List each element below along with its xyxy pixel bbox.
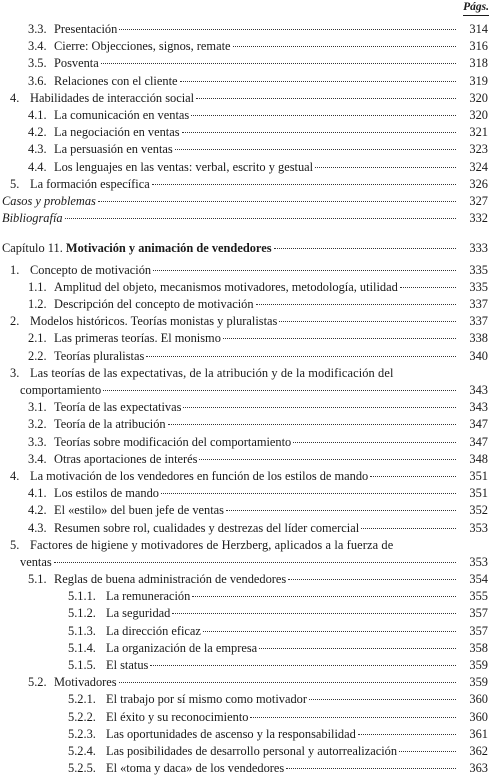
toc-entry-line: [2, 241, 458, 255]
toc-entry-line: [28, 503, 458, 517]
entry-number: 5.1.: [28, 572, 47, 586]
toc-entry-line: [28, 349, 458, 363]
toc-entry-line: [28, 56, 458, 70]
toc-entry-line: [28, 142, 458, 156]
entry-title: Habilidades de interacción social: [30, 91, 195, 105]
entry-page-number: 348: [469, 452, 488, 466]
entry-page-number: 354: [469, 572, 488, 586]
dot-leader: [361, 528, 456, 529]
entry-number: 5.2.4.: [68, 744, 96, 758]
toc-entry-line: [28, 452, 458, 466]
entry-number: 5.1.3.: [68, 624, 96, 638]
toc-entry-line: [10, 177, 458, 191]
toc-entry-line: [68, 727, 458, 741]
dot-leader: [288, 579, 456, 580]
entry-title: El status: [106, 658, 149, 672]
toc-entry-line: [10, 469, 458, 483]
entry-title: Motivadores: [54, 675, 117, 689]
toc-entry-line: [20, 555, 458, 569]
entry-title: El trabajo por sí mismo como motivador: [106, 692, 307, 706]
entry-page-number: 326: [469, 177, 488, 191]
entry-page-number: 319: [469, 74, 488, 88]
dot-leader: [161, 493, 456, 494]
toc-entry-line: [68, 761, 458, 775]
toc-entry-line: [68, 606, 458, 620]
entry-title: Bibliografía: [2, 211, 63, 225]
dot-leader: [101, 63, 456, 64]
entry-number: 5.: [10, 177, 20, 191]
entry-page-number: 360: [469, 710, 488, 724]
entry-title: Presentación: [54, 22, 118, 36]
entry-number: 3.1.: [28, 400, 47, 414]
entry-page-number: 320: [469, 91, 488, 105]
entry-page-number: 353: [469, 555, 488, 569]
dot-leader: [203, 631, 456, 632]
toc-entry-line: [28, 39, 458, 53]
dot-leader: [250, 717, 456, 718]
dot-leader: [180, 81, 456, 82]
toc-entry-line: [68, 658, 458, 672]
dot-leader: [150, 665, 456, 666]
dot-leader: [98, 201, 456, 202]
entry-title: El éxito y su reconocimiento: [106, 710, 249, 724]
entry-title: Reglas de buena administración de vendedores: [54, 572, 287, 586]
dot-leader: [274, 248, 456, 249]
entry-title: Otras aportaciones de interés: [54, 452, 198, 466]
entry-number: 5.2.: [28, 675, 47, 689]
chapter-title: Motivación y animación de vendedores: [65, 241, 272, 255]
entry-number: 5.1.4.: [68, 641, 96, 655]
entry-page-number: 335: [469, 280, 488, 294]
entry-title: Las oportunidades de ascenso y la responsabilidad: [106, 727, 356, 741]
dot-leader: [172, 613, 456, 614]
entry-title: Teoría de las expectativas: [54, 400, 182, 414]
entry-number: 1.1.: [28, 280, 47, 294]
entry-title: Casos y problemas: [2, 194, 96, 208]
entry-number: 2.1.: [28, 331, 47, 345]
entry-number: 3.4.: [28, 452, 47, 466]
entry-page-number: 362: [469, 744, 488, 758]
entry-number: 4.4.: [28, 160, 47, 174]
toc-entry-line: [10, 366, 488, 380]
entry-title: La remuneración: [106, 589, 191, 603]
entry-page-number: 321: [469, 125, 488, 139]
dot-leader: [175, 149, 456, 150]
entry-page-number: 355: [469, 589, 488, 603]
dot-leader: [226, 510, 456, 511]
entry-title: Capítulo 11.: [2, 241, 63, 255]
toc-entry-line: [28, 675, 458, 689]
entry-title: Teorías sobre modificación del comportamiento: [54, 435, 292, 449]
entry-number: 4.1.: [28, 486, 47, 500]
dot-leader: [315, 167, 456, 168]
dot-leader: [309, 699, 456, 700]
entry-number: 3.4.: [28, 39, 47, 53]
entry-page-number: 327: [469, 194, 488, 208]
entry-page-number: 357: [469, 624, 488, 638]
dot-leader: [279, 321, 456, 322]
entry-number: 3.2.: [28, 417, 47, 431]
entry-number: 4.3.: [28, 142, 47, 156]
dot-leader: [191, 115, 456, 116]
entry-page-number: 316: [469, 39, 488, 53]
entry-title: Resumen sobre rol, cualidades y destrezas del líder comercial: [54, 521, 360, 535]
toc-entry-line: [68, 710, 458, 724]
dot-leader: [192, 596, 456, 597]
toc-entry-line: [10, 263, 458, 277]
entry-title: El «toma y daca» de los vendedores: [106, 761, 285, 775]
dot-leader: [233, 46, 456, 47]
entry-number: 5.2.3.: [68, 727, 96, 741]
entry-page-number: 314: [469, 22, 488, 36]
entry-title: La seguridad: [106, 606, 171, 620]
entry-page-number: 320: [469, 108, 488, 122]
entry-title: La persuasión en ventas: [54, 142, 173, 156]
entry-number: 5.2.5.: [68, 761, 96, 775]
dot-leader: [182, 132, 456, 133]
entry-title: La motivación de los vendedores en función de los estilos de mando: [30, 469, 369, 483]
dot-leader: [199, 459, 456, 460]
entry-number: 3.5.: [28, 56, 47, 70]
entry-title: Los lenguajes en las ventas: verbal, escrito y gestual: [54, 160, 314, 174]
entry-number: 2.: [10, 314, 20, 328]
toc-entry-line: [28, 400, 458, 414]
entry-number: 5.2.1.: [68, 692, 96, 706]
dot-leader: [119, 682, 456, 683]
dot-leader: [146, 356, 456, 357]
entry-number: 4.: [10, 91, 20, 105]
entry-title: Las teorías de las expectativas, de la atribución y de la modificación del: [30, 366, 394, 380]
toc-entry-line: [28, 108, 458, 122]
entry-page-number: 347: [469, 417, 488, 431]
toc-entry-line: [28, 22, 458, 36]
page-header: Págs.: [463, 1, 489, 16]
dot-leader: [286, 768, 456, 769]
entry-title: Teorías pluralistas: [54, 349, 145, 363]
toc-entry-line: [28, 280, 458, 294]
entry-page-number: 357: [469, 606, 488, 620]
entry-title: La negociación en ventas: [54, 125, 180, 139]
entry-page-number: 323: [469, 142, 488, 156]
entry-number: 2.2.: [28, 349, 47, 363]
entry-title: El «estilo» del buen jefe de ventas: [54, 503, 224, 517]
dot-leader: [65, 218, 456, 219]
entry-title: La organización de la empresa: [106, 641, 258, 655]
toc-entry-line: [28, 160, 458, 174]
entry-number: 4.: [10, 469, 20, 483]
toc-entry-line: [68, 692, 458, 706]
entry-page-number: 363: [469, 761, 488, 775]
dot-leader: [103, 390, 456, 391]
dot-leader: [358, 734, 456, 735]
entry-title: Las primeras teorías. El monismo: [54, 331, 221, 345]
entry-title: La dirección eficaz: [106, 624, 201, 638]
entry-page-number: 361: [469, 727, 488, 741]
dot-leader: [183, 407, 456, 408]
entry-title: La comunicación en ventas: [54, 108, 190, 122]
entry-page-number: 352: [469, 503, 488, 517]
entry-number: 3.: [10, 366, 20, 380]
dot-leader: [152, 184, 456, 185]
toc-entry-line: [28, 521, 458, 535]
toc-entry-line: [28, 125, 458, 139]
toc-entry-line: [2, 194, 458, 208]
entry-number: 4.2.: [28, 125, 47, 139]
entry-title: Teoría de la atribución: [54, 417, 166, 431]
entry-title: Concepto de motivación: [30, 263, 152, 277]
entry-page-number: 337: [469, 314, 488, 328]
entry-page-number: 359: [469, 658, 488, 672]
entry-page-number: 353: [469, 521, 488, 535]
entry-title-continued: comportamiento: [20, 383, 102, 397]
toc-entry-line: [10, 91, 458, 105]
entry-title-continued: ventas: [20, 555, 52, 569]
dot-leader: [196, 98, 456, 99]
entry-page-number: 347: [469, 435, 488, 449]
toc-entry-line: [28, 572, 458, 586]
toc-entry-line: [68, 744, 458, 758]
toc-entry-line: [28, 297, 458, 311]
entry-number: 5.1.5.: [68, 658, 96, 672]
entry-page-number: 351: [469, 486, 488, 500]
entry-title: Posventa: [54, 56, 99, 70]
toc-entry-line: [10, 314, 458, 328]
entry-page-number: 335: [469, 263, 488, 277]
entry-page-number: 332: [469, 211, 488, 225]
dot-leader: [259, 648, 456, 649]
entry-title: Modelos históricos. Teorías monistas y pluralistas: [30, 314, 278, 328]
entry-title: Factores de higiene y motivadores de Herzberg, aplicados a la fuerza de: [30, 538, 394, 552]
dot-leader: [370, 476, 456, 477]
entry-number: 4.1.: [28, 108, 47, 122]
toc-entry-line: [10, 538, 488, 552]
dot-leader: [153, 270, 456, 271]
dot-leader: [119, 29, 456, 30]
entry-page-number: 340: [469, 349, 488, 363]
entry-title: La formación específica: [30, 177, 150, 191]
toc-entry-line: [2, 211, 458, 225]
entry-page-number: 337: [469, 297, 488, 311]
entry-page-number: 318: [469, 56, 488, 70]
toc-entry-line: [68, 589, 458, 603]
entry-page-number: 351: [469, 469, 488, 483]
dot-leader: [256, 304, 456, 305]
dot-leader: [223, 338, 456, 339]
entry-number: 5.1.1.: [68, 589, 96, 603]
entry-page-number: 343: [469, 383, 488, 397]
entry-page-number: 360: [469, 692, 488, 706]
entry-number: 3.3.: [28, 22, 47, 36]
dot-leader: [168, 424, 456, 425]
entry-page-number: 333: [469, 241, 488, 255]
entry-number: 5.2.2.: [68, 710, 96, 724]
entry-number: 1.2.: [28, 297, 47, 311]
toc-entry-line: [20, 383, 458, 397]
entry-title: Cierre: Objecciones, signos, remate: [54, 39, 231, 53]
toc-entry-line: [68, 641, 458, 655]
entry-number: 3.6.: [28, 74, 47, 88]
entry-title: Las posibilidades de desarrollo personal y autorrealización: [106, 744, 398, 758]
entry-number: 5.: [10, 538, 20, 552]
toc-entry-line: [28, 74, 458, 88]
toc-entry-line: [28, 486, 458, 500]
dot-leader: [54, 562, 456, 563]
entry-number: 4.2.: [28, 503, 47, 517]
toc-entry-line: [28, 331, 458, 345]
toc-entry-line: [68, 624, 458, 638]
dot-leader: [293, 442, 456, 443]
entry-page-number: 338: [469, 331, 488, 345]
entry-title: Los estilos de mando: [54, 486, 159, 500]
entry-page-number: 359: [469, 675, 488, 689]
toc-entry-line: [28, 435, 458, 449]
entry-number: 1.: [10, 263, 20, 277]
entry-title: Amplitud del objeto, mecanismos motivadores, metodología, utilidad: [54, 280, 398, 294]
entry-page-number: 358: [469, 641, 488, 655]
entry-page-number: 324: [469, 160, 488, 174]
entry-title: Relaciones con el cliente: [54, 74, 178, 88]
entry-number: 5.1.2.: [68, 606, 96, 620]
entry-number: 4.3.: [28, 521, 47, 535]
entry-title: Descripción del concepto de motivación: [54, 297, 254, 311]
entry-number: 3.3.: [28, 435, 47, 449]
toc-entry-line: [28, 417, 458, 431]
entry-page-number: 343: [469, 400, 488, 414]
